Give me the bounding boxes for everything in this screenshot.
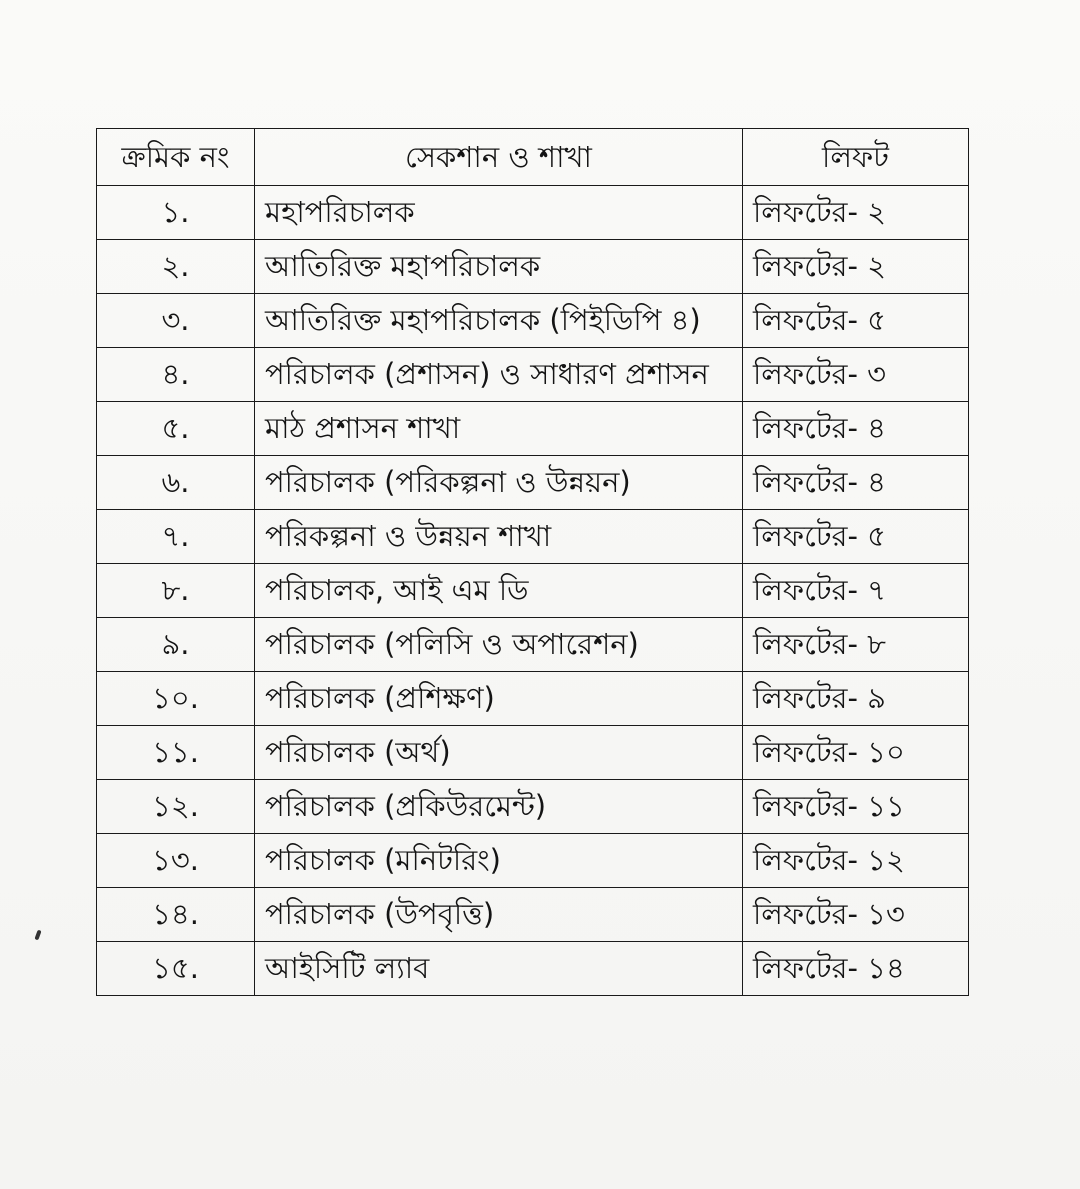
section-cell: পরিচালক (প্রকিউরমেন্ট) xyxy=(255,780,743,834)
lift-cell: লিফটের- ১০ xyxy=(743,726,969,780)
serial-cell: ১২. xyxy=(97,780,255,834)
section-cell: মাঠ প্রশাসন শাখা xyxy=(255,402,743,456)
table-row xyxy=(97,240,969,294)
section-cell: পরিচালক (উপবৃত্তি) xyxy=(255,888,743,942)
table-row xyxy=(97,510,969,564)
section-cell: পরিচালক, আই এম ডি xyxy=(255,564,743,618)
lift-cell: লিফটের- ২ xyxy=(743,186,969,240)
lift-cell: লিফটের- ৫ xyxy=(743,510,969,564)
lift-cell: লিফটের- ১১ xyxy=(743,780,969,834)
section-cell: আতিরিক্ত মহাপরিচালক (পিইডিপি ৪) xyxy=(255,294,743,348)
lift-cell: লিফটের- ৩ xyxy=(743,348,969,402)
lift-directory-table xyxy=(96,128,969,996)
section-cell: পরিচালক (পলিসি ও অপারেশন) xyxy=(255,618,743,672)
section-cell: পরিচালক (প্রশিক্ষণ) xyxy=(255,672,743,726)
table-row xyxy=(97,456,969,510)
section-cell: আতিরিক্ত মহাপরিচালক xyxy=(255,240,743,294)
table-row xyxy=(97,780,969,834)
lift-cell: লিফটের- ৮ xyxy=(743,618,969,672)
table-row xyxy=(97,672,969,726)
section-cell: পরিচালক (প্রশাসন) ও সাধারণ প্রশাসন xyxy=(255,348,743,402)
table-row xyxy=(97,402,969,456)
section-cell: পরিচালক (মনিটরিং) xyxy=(255,834,743,888)
lift-cell: লিফটের- ২ xyxy=(743,240,969,294)
table-row xyxy=(97,186,969,240)
serial-cell: ২. xyxy=(97,240,255,294)
table-header-row xyxy=(97,129,969,186)
lift-cell: লিফটের- ৪ xyxy=(743,456,969,510)
section-cell: মহাপরিচালক xyxy=(255,186,743,240)
section-cell: পরিচালক (অর্থ) xyxy=(255,726,743,780)
table-row xyxy=(97,726,969,780)
lift-cell: লিফটের- ৪ xyxy=(743,402,969,456)
lift-cell: লিফটের- ১২ xyxy=(743,834,969,888)
serial-cell: ৩. xyxy=(97,294,255,348)
serial-cell: ১. xyxy=(97,186,255,240)
section-cell: আইসিটি ল্যাব xyxy=(255,942,743,996)
section-cell: পরিকল্পনা ও উন্নয়ন শাখা xyxy=(255,510,743,564)
header-serial: ক্রমিক নং xyxy=(97,129,255,186)
serial-cell: ৫. xyxy=(97,402,255,456)
lift-cell: লিফটের- ৫ xyxy=(743,294,969,348)
serial-cell: ৬. xyxy=(97,456,255,510)
serial-cell: ১৩. xyxy=(97,834,255,888)
serial-cell: ১৫. xyxy=(97,942,255,996)
table-row xyxy=(97,618,969,672)
lift-cell: লিফটের- ৯ xyxy=(743,672,969,726)
serial-cell: ১০. xyxy=(97,672,255,726)
table-row xyxy=(97,834,969,888)
header-section: সেকশান ও শাখা xyxy=(255,129,743,186)
table-row xyxy=(97,888,969,942)
table-row xyxy=(97,294,969,348)
serial-cell: ৪. xyxy=(97,348,255,402)
table-row xyxy=(97,564,969,618)
lift-cell: লিফটের- ১৩ xyxy=(743,888,969,942)
table-row xyxy=(97,348,969,402)
lift-cell: লিফটের- ৭ xyxy=(743,564,969,618)
header-lift: লিফট xyxy=(743,129,969,186)
serial-cell: ৭. xyxy=(97,510,255,564)
lift-cell: লিফটের- ১৪ xyxy=(743,942,969,996)
serial-cell: ৮. xyxy=(97,564,255,618)
serial-cell: ১১. xyxy=(97,726,255,780)
section-cell: পরিচালক (পরিকল্পনা ও উন্নয়ন) xyxy=(255,456,743,510)
serial-cell: ১৪. xyxy=(97,888,255,942)
table-row xyxy=(97,942,969,996)
serial-cell: ৯. xyxy=(97,618,255,672)
